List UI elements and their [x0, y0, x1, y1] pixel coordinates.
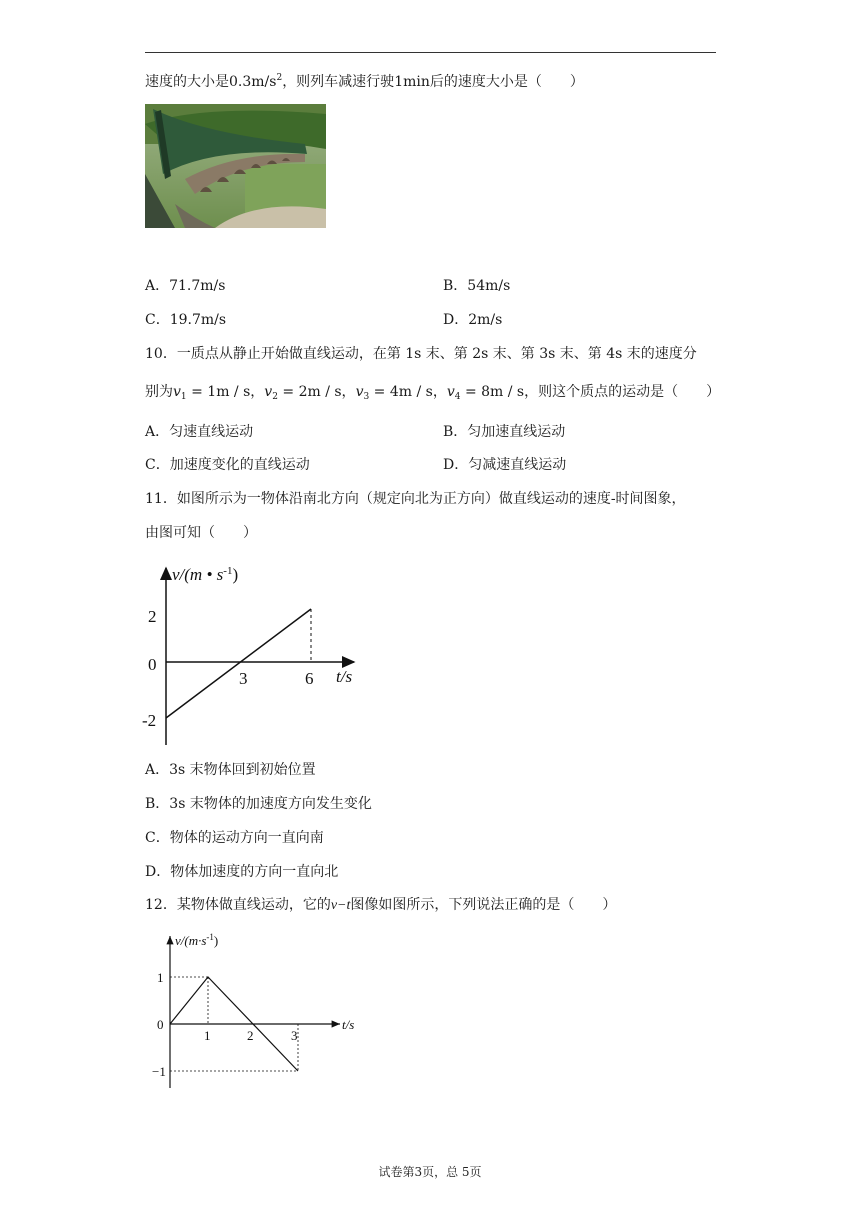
- q12-vt: v−t: [330, 898, 351, 913]
- q10-v3-val: = 4m / s，: [369, 384, 447, 400]
- q12-y-tick-0: 0: [157, 1017, 164, 1032]
- q12-x-tick-2: 2: [247, 1028, 254, 1043]
- q10-option-a: A．匀速直线运动: [145, 424, 254, 440]
- q10-v2: v: [264, 384, 273, 400]
- train-bridge-photo: [145, 104, 326, 228]
- q9-text-a: 速度的大小是: [145, 74, 229, 90]
- q10-v4-sub: 4: [454, 392, 461, 402]
- q9-option-b: B．54m/s: [443, 278, 511, 294]
- q10-v4-val: = 8m / s: [460, 384, 525, 400]
- q10-v1: v: [173, 384, 181, 400]
- q9-accel-exp: 2: [276, 73, 283, 83]
- q11-x-tick-3: 3: [239, 669, 248, 688]
- q11-y-tick-neg2: -2: [142, 711, 157, 730]
- q11-line1: 11．如图所示为一物体沿南北方向（规定向北为正方向）做直线运动的速度-时间图象，: [145, 491, 686, 507]
- q11-x-tick-6: 6: [305, 669, 314, 688]
- q10-line1: 10．一质点从静止开始做直线运动，在第 1s 末、第 2s 末、第 3s 末、第 4s 末的速度分: [145, 346, 697, 362]
- q11-option-d: D．物体加速度的方向一直向北: [145, 864, 339, 880]
- page-footer: 试卷第3页，总 5页: [378, 1165, 482, 1179]
- q12-y-tick-neg1: −1: [152, 1064, 166, 1079]
- q9-option-c: C．19.7m/s: [145, 312, 227, 328]
- q10-option-c: C．加速度变化的直线运动: [145, 457, 310, 473]
- q10-line2: [145, 382, 720, 402]
- q10-v4: v: [446, 384, 455, 400]
- q10-option-b: B．匀加速直线运动: [443, 424, 566, 440]
- q11-y-tick-0: 0: [148, 655, 157, 674]
- q12-vt-graph: [150, 930, 365, 1095]
- q9-option-d: D．2m/s: [443, 312, 503, 328]
- q10-pre: 别为: [145, 384, 173, 400]
- q10-v1-sub: 1: [180, 392, 187, 402]
- q11-x-label: t/s: [336, 667, 353, 686]
- q9-text-b: ，则列车减速行驶: [282, 74, 395, 90]
- q11-velocity-line: [166, 609, 311, 718]
- q12-y-label: $v/(m\cdot s^{-1})$: [175, 932, 219, 948]
- header-rule: [145, 52, 716, 53]
- q9-option-a: A．71.7m/s: [145, 278, 226, 294]
- q11-vt-graph: [140, 560, 370, 750]
- q12-x-tick-3: 3: [291, 1028, 298, 1043]
- q12-y-tick-1: 1: [157, 970, 164, 985]
- q11-y-label: v/(m • $s^{-1}$): [172, 565, 239, 584]
- q12-x-label: t/s: [342, 1017, 355, 1032]
- q10-option-d: D．匀减速直线运动: [443, 457, 567, 473]
- q10-v2-val: = 2m / s，: [277, 384, 356, 400]
- q9-accel-value: 0.3m/s: [229, 74, 277, 90]
- q11-line2: 由图可知（ ）: [145, 525, 257, 541]
- q9-time: 1min: [394, 74, 430, 90]
- q10-v2-sub: 2: [272, 392, 278, 402]
- q11-option-c: C．物体的运动方向一直向南: [145, 830, 324, 846]
- q12-x-tick-1: 1: [204, 1028, 211, 1043]
- q9-stem: [145, 72, 584, 92]
- q11-option-b: B．3s 末物体的加速度方向发生变化: [145, 796, 372, 812]
- q9-text-c: 后的速度大小是（ ）: [429, 74, 584, 90]
- q12-stem: [145, 895, 616, 916]
- q12-text-a: 12．某物体做直线运动，它的: [145, 897, 331, 913]
- q10-v3-sub: 3: [363, 392, 370, 402]
- q10-v3: v: [355, 384, 364, 400]
- q11-y-tick-2: 2: [148, 607, 157, 626]
- q11-option-a: A．3s 末物体回到初始位置: [145, 762, 316, 778]
- q10-v1-val: = 1m / s，: [186, 384, 265, 400]
- q10-post: ，则这个质点的运动是（ ）: [524, 384, 721, 400]
- q12-text-b: 图像如图所示，下列说法正确的是（ ）: [350, 897, 617, 913]
